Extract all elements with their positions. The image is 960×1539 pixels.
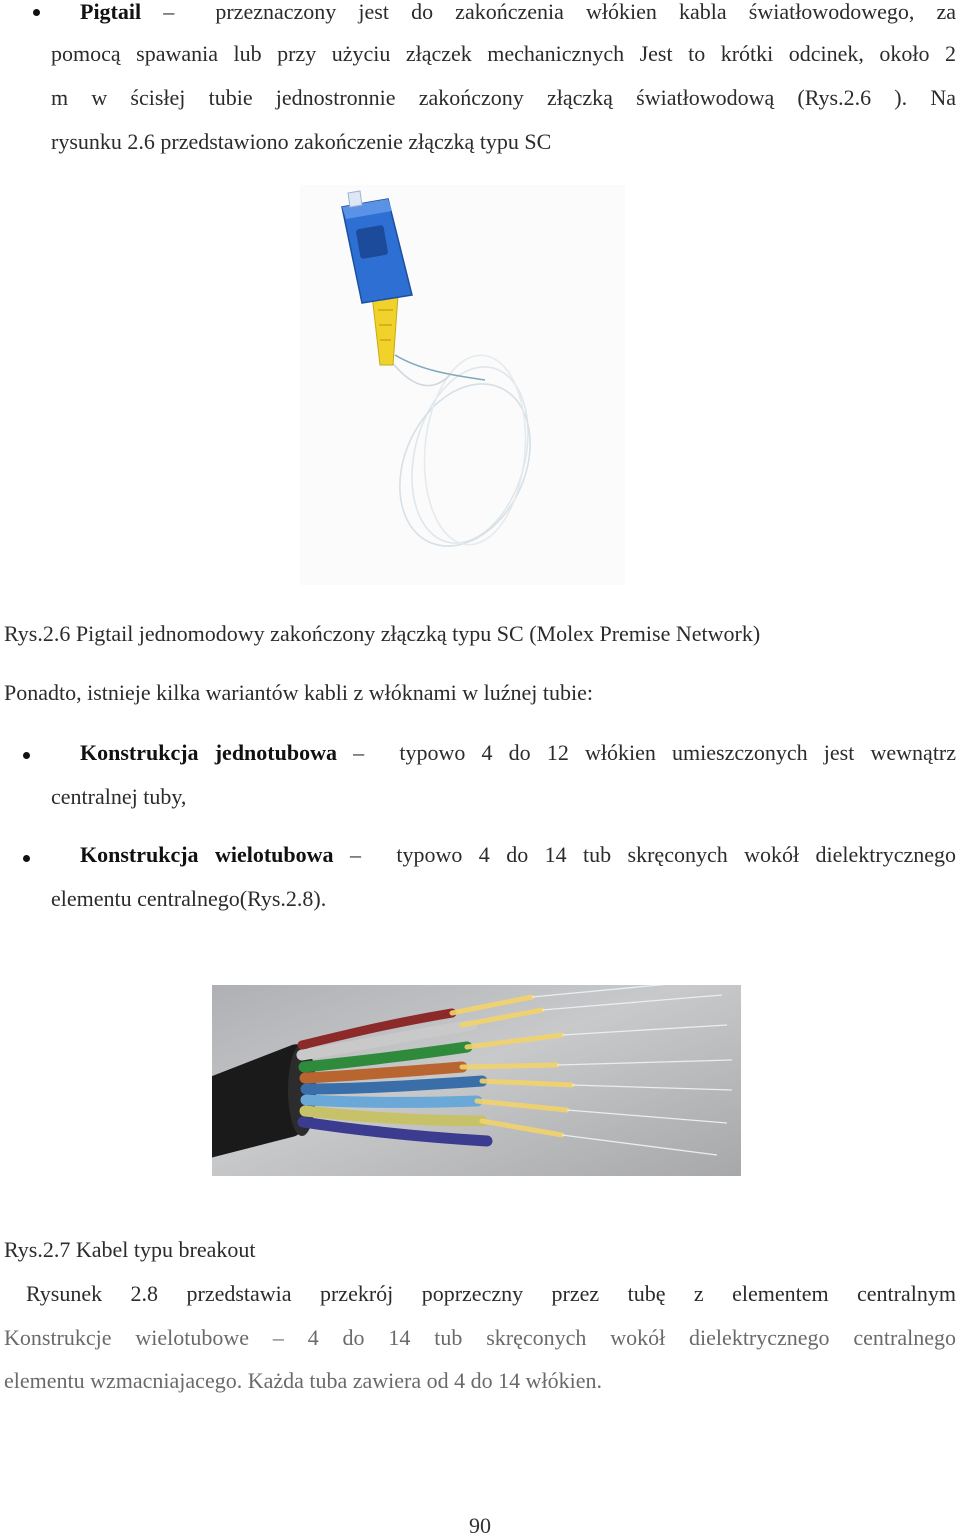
caption-figure-2-6: Rys.2.6 Pigtail jednomodowy zakończony złączką typu SC (Molex Premise Network) [4, 621, 761, 646]
bare-fibers [532, 985, 732, 1155]
em-dash: – [353, 740, 365, 765]
figure-pigtail-sc [300, 185, 625, 585]
figure-breakout-cable [212, 985, 741, 1176]
yellow-boot [372, 295, 398, 365]
paragraph1-line1: przeznaczony jest do zakończenia włókien kabla światłowodowego, za [215, 0, 957, 24]
em-dash: – [349, 842, 361, 867]
sc-connector-icon [342, 191, 412, 303]
page-number: 90 [469, 1513, 491, 1538]
list-item-1-text: typowo 4 do 12 włókien umieszczonych jest wewnątrz [399, 740, 957, 765]
caption-figure-2-7: Rys.2.7 Kabel typu breakout [4, 1237, 256, 1262]
bullet-icon [23, 855, 30, 862]
tube-lightblue [306, 1100, 477, 1102]
list-item-1-continuation: centralnej tuby, [51, 784, 187, 809]
fiber-loop-2 [375, 363, 556, 568]
bullet-icon [23, 752, 30, 759]
bullet-icon [33, 9, 40, 16]
list-item-1-term: Konstrukcja jednotubowa [80, 740, 337, 765]
pigtail-illustration [300, 185, 625, 585]
kevlar-strands [452, 997, 572, 1135]
paragraph2-line2: Konstrukcje wielotubowe – 4 do 14 tub skręconych wokół dielektrycznego centralnego [4, 1325, 956, 1350]
em-dash: – [163, 0, 175, 24]
fiber-loop-1 [394, 354, 547, 556]
list-item-1-line1 [80, 740, 956, 766]
breakout-cable-illustration [212, 985, 741, 1176]
list-item-2-line1 [80, 842, 956, 868]
pigtail-term: Pigtail [80, 0, 142, 24]
paragraph-line [80, 0, 956, 25]
paragraph2-line3: elementu wzmacniajacego. Każda tuba zawiera od 4 do 14 włókien. [4, 1368, 603, 1393]
paragraph1-line3: m w ścisłej tubie jednostronnie zakończony złączką światłowodową (Rys.2.6 ). Na [51, 85, 956, 110]
fiber-loop-3 [417, 351, 533, 549]
paragraph2-line1: Rysunek 2.8 przedstawia przekrój poprzeczny przez tubę z elementem centralnym [26, 1281, 956, 1306]
list-item-2-term: Konstrukcja wielotubowa [80, 842, 334, 867]
paragraph1-line4: rysunku 2.6 przedstawiono zakończenie złączką typu SC [51, 129, 552, 154]
list-item-2-continuation: elementu centralnego(Rys.2.8). [51, 886, 327, 911]
tube-bundle [302, 1013, 487, 1141]
fiber-lead [395, 355, 485, 380]
intro-text: Ponadto, istnieje kilka wariantów kabli z włóknami w luźnej tubie: [4, 680, 593, 705]
tube-blue [306, 1081, 482, 1089]
tube-olive [305, 1111, 482, 1121]
list-item-2-text: typowo 4 do 14 tub skręconych wokół dielektrycznego [396, 842, 957, 867]
paragraph1-line2: pomocą spawania lub przy użyciu złączek mechanicznych Jest to krótki odcinek, około 2 [51, 41, 956, 66]
